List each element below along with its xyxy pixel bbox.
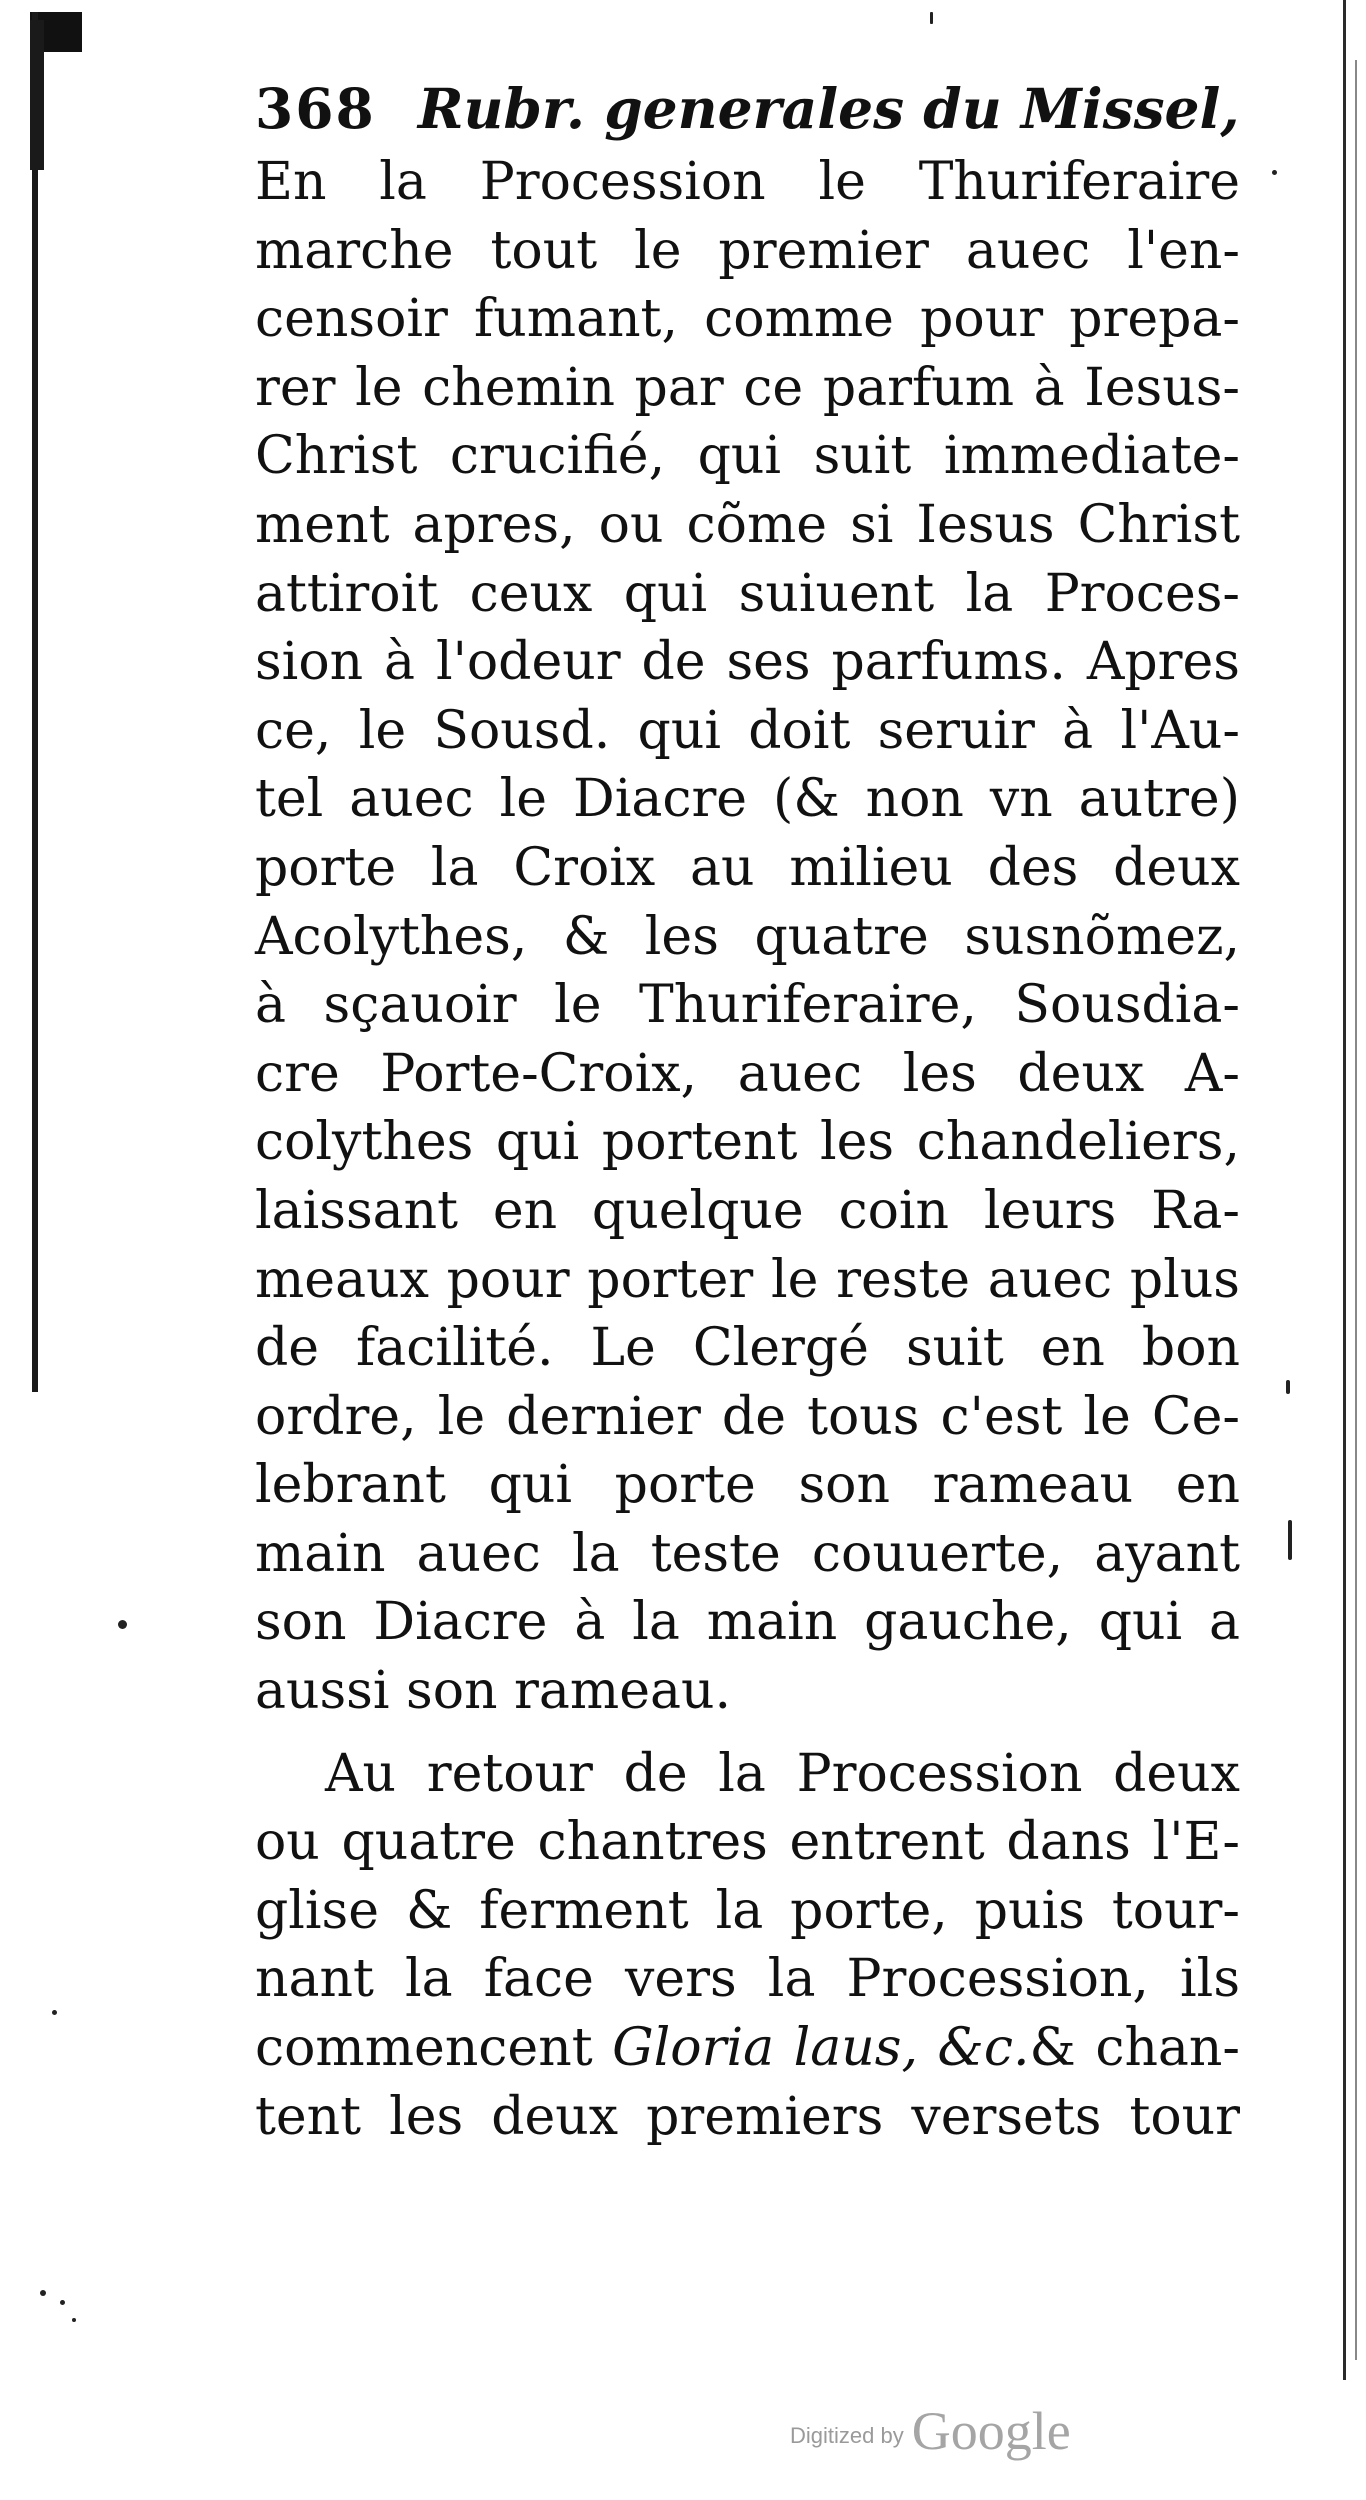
text-line-mixed: [255, 2014, 1240, 2083]
text-line: ment apres, ou cõme si Iesus Christ: [255, 494, 1240, 555]
text-line: laissant en quelque coin leurs Ra-: [255, 1180, 1240, 1241]
text-line: lebrant qui porte son rameau en: [255, 1455, 1240, 1516]
text-line: censoir fumant, comme pour prepa-: [255, 289, 1240, 350]
text-line: colythes qui portent les chandeliers,: [255, 1112, 1240, 1173]
ink-speck: [930, 12, 933, 24]
text-segment: & chan-: [1029, 2018, 1240, 2079]
scan-edge-line: [1343, 0, 1346, 2380]
digitized-by-label: Digitized by: [790, 2423, 904, 2448]
page-number: 368: [255, 76, 376, 141]
text-line: ordre, le dernier de tous c'est le Ce-: [255, 1386, 1240, 1447]
text-line: main auec la teste couuerte, ayant: [255, 1523, 1240, 1584]
text-line: glise & ferment la porte, puis tour-: [255, 1880, 1240, 1941]
text-line: aussi son rameau.: [255, 1661, 731, 1722]
text-segment: commencent: [255, 2018, 613, 2079]
body-text: [255, 148, 1240, 2151]
italic-latin-incipit: Gloria laus, &c.: [612, 2018, 1030, 2079]
running-head: [255, 74, 1255, 144]
ink-speck: [1286, 1380, 1290, 1394]
text-line: meaux pour porter le reste auec plus: [255, 1249, 1240, 1310]
text-line: de facilité. Le Clergé suit en bon: [255, 1318, 1240, 1379]
google-logo: Google: [911, 2401, 1071, 2461]
text-line: tent les deux premiers versets tour: [255, 2086, 1240, 2147]
digitized-watermark: [790, 2400, 1071, 2462]
text-line: Au retour de la Procession deux: [325, 1743, 1240, 1804]
text-line: ou quatre chantres entrent dans l'E-: [255, 1812, 1240, 1873]
text-line: tel auec le Diacre (& non vn autre): [255, 769, 1240, 830]
text-line: nant la face vers la Procession, ils: [255, 1949, 1240, 2010]
ink-speck: [72, 2318, 76, 2322]
text-line: marche tout le premier auec l'en-: [255, 220, 1240, 281]
text-line: son Diacre à la main gauche, qui a: [255, 1592, 1240, 1653]
ink-speck: [40, 2290, 46, 2296]
ink-speck: [60, 2300, 65, 2305]
text-line: Acolythes, & les quatre susnõmez,: [255, 906, 1240, 967]
running-title: Rubr. generales du Missel,: [417, 76, 1240, 141]
text-line: ce, le Sousd. qui doit seruir à l'Au-: [255, 700, 1240, 761]
text-line: Christ crucifié, qui suit immediate-: [255, 426, 1240, 487]
ink-speck: [52, 2010, 57, 2015]
text-line: à sçauoir le Thuriferaire, Sousdia-: [255, 975, 1240, 1036]
text-line: attiroit ceux qui suiuent la Proces-: [255, 563, 1240, 624]
text-line: sion à l'odeur de ses parfums. Apres: [255, 632, 1240, 693]
scan-edge-line: [1355, 60, 1357, 2360]
ink-speck: [118, 1620, 127, 1629]
text-line: rer le chemin par ce parfum à Iesus-: [255, 357, 1240, 418]
text-line: cre Porte-Croix, auec les deux A-: [255, 1043, 1240, 1104]
scan-edge-line: [32, 12, 38, 1392]
ink-speck: [1288, 1520, 1292, 1560]
ink-speck: [1272, 170, 1277, 175]
text-line: porte la Croix au milieu des deux: [255, 837, 1240, 898]
text-line: En la Procession le Thuriferaire: [255, 152, 1240, 212]
paragraph-gap: [255, 1726, 1240, 1740]
